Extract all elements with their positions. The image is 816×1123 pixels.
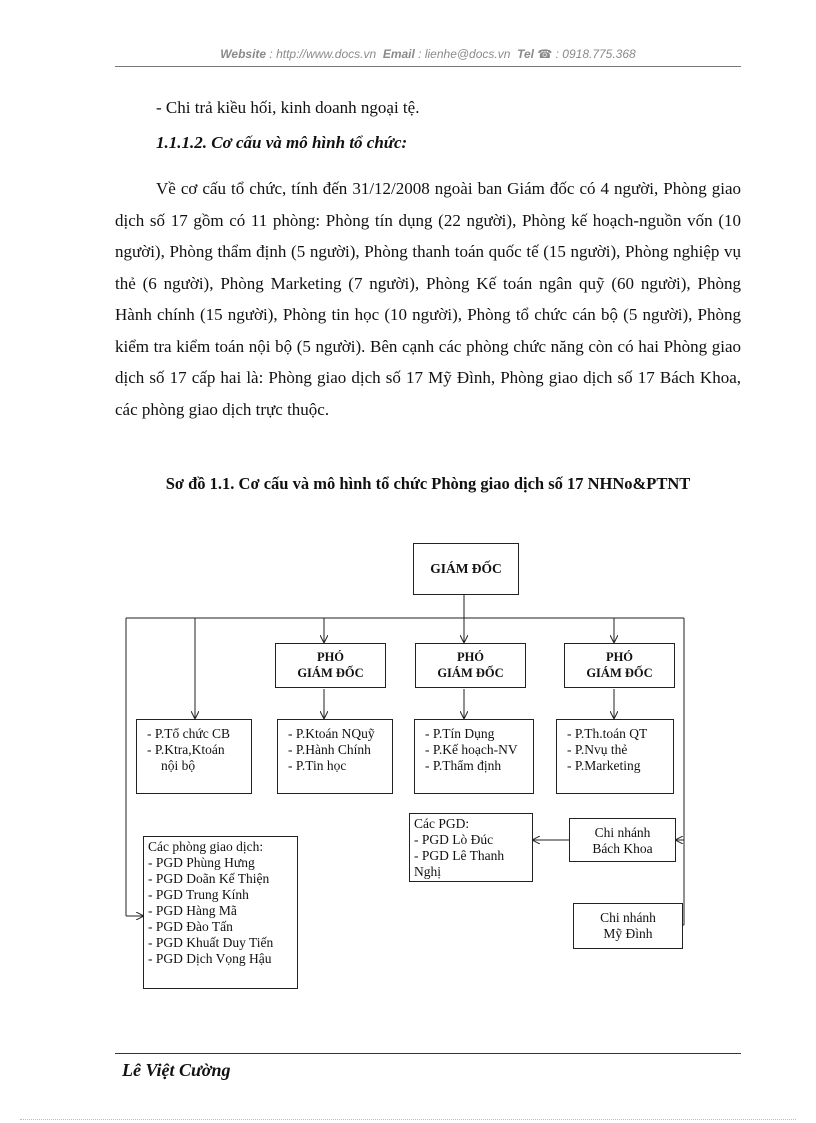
dept-group-4 — [556, 719, 674, 794]
deputy-2-line1: PHÓ — [456, 650, 485, 664]
dept-item: - P.Nvụ thẻ — [567, 742, 628, 757]
dept-item: nội bộ — [161, 758, 196, 773]
body-paragraph: Về cơ cấu tổ chức, tính đến 31/12/2008 ngoài ban Giám đốc có 4 người, Phòng giao dịch số 17 gồm có 11 phòng: Phòng tín dụng (22 người), Phòng kế hoạch-nguồn vốn (10 người), Phòng thẩm định (5 người), Phòng thanh toán quốc tế (15 người), Phòng nghiệp vụ thẻ (6 người), Phòng Marketing (7 người), Phòng Kế toán ngân quỹ (60 người), Phòng Hành chính (15 người), Phòng tin học (10 người), Phòng tổ chức cán bộ (5 người), Phòng kiểm tra kiểm toán nội bộ (5 người). Bên cạnh các phòng chức năng còn có hai Phòng giao dịch số 17 cấp hai là: Phòng giao dịch số 17 Mỹ Đình, Phòng giao dịch số 17 Bách Khoa, các phòng giao dịch trực thuộc. — [115, 179, 741, 419]
tel-label: Tel — [517, 47, 534, 61]
dept-item: - P.Kế hoạch-NV — [425, 742, 518, 757]
office-item: - PGD Phùng Hưng — [148, 855, 255, 870]
office-item: - PGD Hàng Mã — [148, 903, 237, 918]
dept-item: - P.Tín Dụng — [425, 726, 495, 741]
dept-item: - P.Tin học — [288, 758, 347, 773]
dept-item: - P.Ktra,Ktoán — [147, 742, 225, 757]
deputy-3-line1: PHÓ — [605, 650, 634, 664]
dept-item: - P.Ktoán NQuỹ — [288, 726, 375, 741]
branch-bk-line2: Bách Khoa — [592, 841, 653, 856]
director-label: GIÁM ĐỐC — [430, 561, 502, 576]
dept-group-1 — [136, 719, 252, 794]
deputy-director-box-1 — [275, 643, 386, 688]
office-item: - PGD Trung Kính — [148, 887, 249, 902]
dept-item: - P.Marketing — [567, 758, 641, 773]
tel-value: : 0918.775.368 — [555, 47, 636, 61]
branch-md-line2: Mỹ Đình — [603, 926, 653, 941]
branch-md-line1: Chi nhánh — [600, 910, 656, 925]
branch-bk-line1: Chi nhánh — [594, 825, 651, 840]
pgd-item: - PGD Lê Thanh — [414, 848, 505, 863]
phone-icon: ☎ — [537, 47, 553, 61]
website-value: : http://www.docs.vn — [269, 47, 377, 61]
email-label: Email — [382, 47, 415, 61]
email-value: : lienhe@docs.vn — [418, 47, 511, 61]
transaction-offices-box — [143, 836, 298, 989]
office-item: - PGD Đào Tấn — [148, 919, 233, 934]
branch-bach-khoa-box — [569, 818, 676, 862]
pgd-item: - PGD Lò Đúc — [414, 832, 494, 847]
dept-item: - P.Th.toán QT — [567, 726, 648, 741]
office-item: - PGD Khuất Duy Tiến — [148, 935, 274, 950]
office-item: Các phòng giao dịch: — [148, 839, 264, 854]
branch-my-dinh-box — [573, 903, 683, 949]
office-item: - PGD Doãn Kế Thiện — [148, 871, 270, 886]
page-bottom-border — [20, 1119, 796, 1120]
deputy-director-box-3 — [564, 643, 675, 688]
bullet-line: - Chi trả kiều hối, kinh doanh ngoại tệ. — [156, 98, 420, 117]
deputy-1-line2: GIÁM ĐỐC — [297, 666, 364, 680]
pgd-sub-box — [409, 813, 533, 882]
section-heading: 1.1.1.2. Cơ cấu và mô hình tổ chức: — [156, 133, 408, 152]
director-box — [413, 543, 519, 595]
deputy-1-line1: PHÓ — [316, 650, 345, 664]
website-label: Website — [220, 47, 267, 61]
office-item: - PGD Dịch Vọng Hậu — [148, 951, 272, 966]
footer-author: Lê Việt Cường — [122, 1060, 231, 1080]
dept-item: - P.Thẩm định — [425, 758, 502, 773]
pgd-item: Nghị — [414, 864, 441, 879]
deputy-2-line2: GIÁM ĐỐC — [437, 666, 504, 680]
diagram-caption: Sơ đồ 1.1. Cơ cấu và mô hình tổ chức Phòng giao dịch số 17 NHNo&PTNT — [165, 474, 691, 493]
dept-item: - P.Tổ chức CB — [147, 726, 231, 741]
dept-item: - P.Hành Chính — [288, 742, 371, 757]
deputy-director-box-2 — [415, 643, 526, 688]
pgd-item: Các PGD: — [414, 816, 470, 831]
dept-group-2 — [277, 719, 393, 794]
deputy-3-line2: GIÁM ĐỐC — [586, 666, 653, 680]
footer-divider — [115, 1053, 741, 1054]
dept-group-3 — [414, 719, 534, 794]
